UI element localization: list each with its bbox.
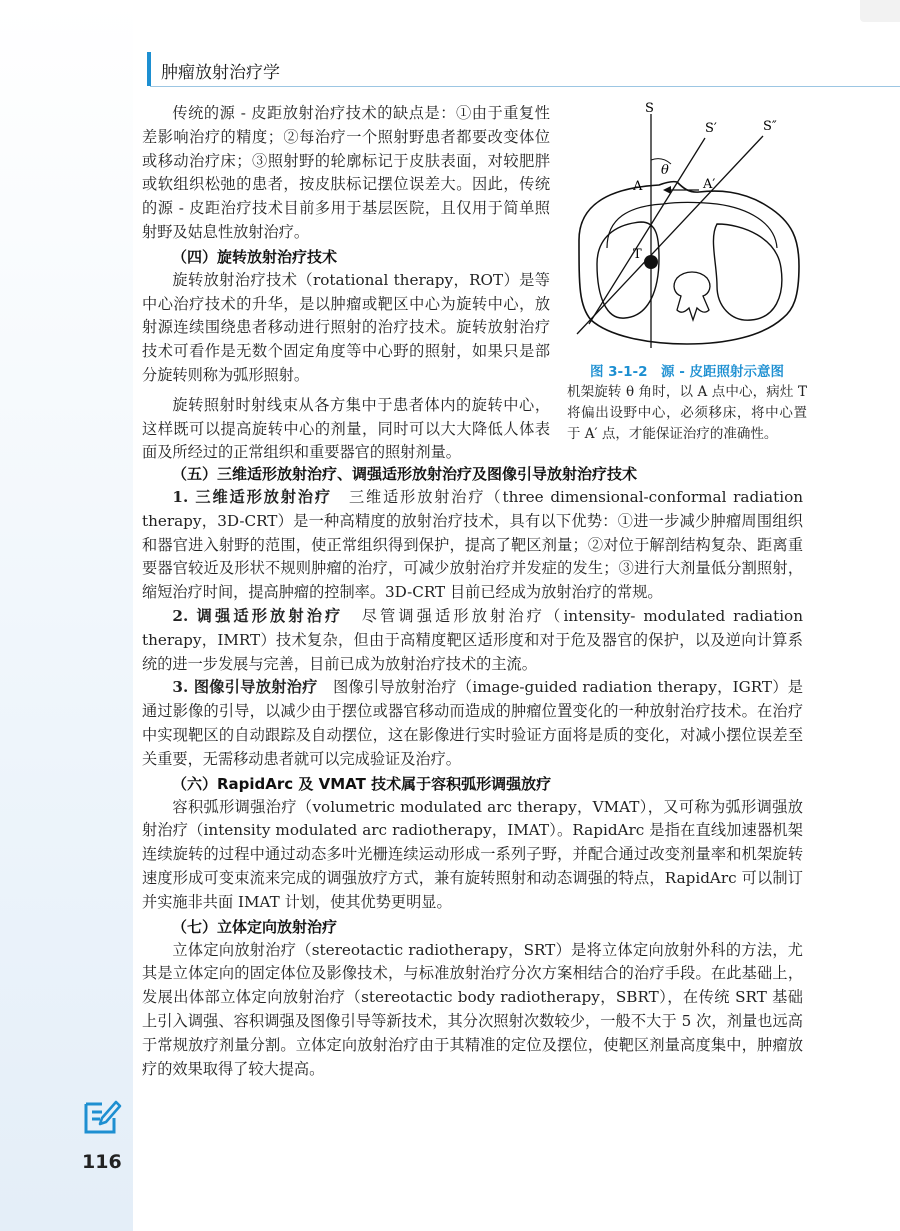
figure-note: 机架旋转 θ 角时，以 A 点中心，病灶 T 将偏出设野中心，必须移床，将中心置于 A′ 点，才能保证治疗的准确性。 [567,384,807,442]
target-point-T [644,255,658,269]
vertebra [674,272,710,320]
item-3d-crt [142,486,803,605]
header-rule [150,86,900,87]
left-text-column [142,102,550,465]
beam-line-S1 [589,138,705,324]
body-contour [579,182,799,344]
paragraph-vmat: 容积弧形调强治疗（volumetric modulated arc therapy，VMAT），又可称为弧形调强放射治疗（intensity modulated arc radiotherapy，IMAT）。RapidArc 是指在直线加速器机架连续旋转的过程中通过动态多叶光栅连续运动形成一系列子野，并配合通过改变剂量率和机架旋转速度形成可变束流来完成的调强放疗方式，兼有旋转照射和动态调强的特点，RapidArc 可以制订并实施非共面 IMAT 计划，使其优势更明显。 [142,797,803,911]
full-width-text [142,462,803,1081]
label-S1: S′ [705,121,717,136]
inner-contour [607,203,777,249]
subheading-srt: （七）立体定向放射治疗 [172,917,338,936]
label-S: S [645,101,654,116]
figure-ssd-diagram [567,98,807,445]
running-header-title: 肿瘤放射治疗学 [161,63,280,83]
label-theta: θ [661,163,669,178]
notes-pen-icon [82,1096,122,1136]
item-3d-crt-lead: 1. 三维适形放射治疗 [172,488,332,506]
header-accent-bar [147,52,151,86]
label-T: T [633,247,642,262]
page-corner-tab [860,0,900,22]
paragraph-srt: 立体定向放射治疗（stereotactic radiotherapy，SRT）是将立体定向放射外科的方法，尤其是立体定向的固定体位及影像技术，与标准放射治疗分次方案相结合的治疗手段。在此基础上，发展出体部立体定向放射治疗（stereotactic body radiotherapy，SBRT），在传统 SRT 基础上引入调强、容积调强及图像引导等新技术，其分次照射次数较少，一般不大于 5 次，剂量也远高于常规放疗剂量分割。立体定向放射治疗由于其精准的定位及摆位，使靶区剂量高度集中，肿瘤放疗的效果取得了较大提高。 [142,940,803,1078]
subheading-rotational-therapy: （四）旋转放射治疗技术 [172,247,338,266]
item-igrt-lead: 3. 图像引导放射治疗 [172,678,318,697]
item-imrt-lead: 2. 调强适形放射治疗 [172,606,344,625]
label-A1: A′ [703,177,716,192]
beam-line-S2 [577,136,763,334]
ssd-diagram [567,98,807,350]
subheading-3d-crt-imrt-igrt: （五）三维适形放射治疗、调强适形放射治疗及图像引导放射治疗技术 [172,465,638,483]
subheading-rapidarc-vmat: （六）RapidArc 及 VMAT 技术属于容积弧形调强放疗 [172,774,552,793]
item-3d-crt-text: 三维适形放射治疗（three dimensional-conformal radiation therapy，3D-CRT）是一种高精度的放射治疗技术，具有以下优势：①进一步减少肿瘤周围组织和器官进入射野的范围，使正常组织得到保护，提高了靶区剂量；②对位于解剖结构复杂、距离重要器官较近及形状不规则肿瘤的治疗，可减少放射治疗并发症的发生；③进行大剂量低分割照射，缩短治疗时间，提高肿瘤的控制率。3D-CRT 目前已经成为放射治疗的常规。 [142,488,803,602]
paragraph-rotational-therapy: 旋转放射治疗技术（rotational therapy，ROT）是等中心治疗技术的升华，是以肿瘤或靶区中心为旋转中心，放射源连续围绕患者移动进行照射的治疗技术。旋转放射治疗技术可看作是无数个固定角度等中心野的照射，如果只是部分旋转则称为弧形照射。 [142,270,550,384]
shift-arrowhead [663,186,671,194]
item-imrt-text: 尽管调强适形放射治疗（intensity- modulated radiation therapy，IMRT）技术复杂，但由于高精度靶区适形度和对于危及器官的保护，以及逆向计算系统的进一步发展与完善，目前已成为放射治疗技术的主流。 [142,606,803,673]
paragraph-rotational-center: 旋转照射时射线束从各方集中于患者体内的旋转中心，这样既可以提高旋转中心的剂量，同时可以大大降低人体表面及所经过的正常组织和重要器官的照射剂量。 [142,395,550,462]
right-lung [713,224,781,320]
item-igrt-text: 图像引导放射治疗（image-guided radiation therapy，IGRT）是通过影像的引导，以减少由于摆位或器官移动而造成的肿瘤位置变化的一种放射治疗技术。在治疗中实现靶区的自动跟踪及自动摆位，这在影像进行实时验证方面将是质的变化，对减小摆位误差至关重要，无需移动患者就可以完成验证及治疗。 [142,678,803,768]
paragraph-ssd-drawbacks: 传统的源 - 皮距放射治疗技术的缺点是：①由于重复性差影响治疗的精度；②每治疗一个照射野患者都要改变体位或移动治疗床；③照射野的轮廓标记于皮肤表面，对较肥胖或软组织松弛的患者，按皮肤标记摆位误差大。因此，传统的源 - 皮距治疗技术目前多用于基层医院，且仅用于简单照射野及姑息性放射治疗。 [142,104,550,241]
item-igrt [142,676,803,771]
label-A: A [633,179,643,194]
label-S2: S″ [763,119,777,134]
page-margin-sidebar [0,0,133,1231]
item-imrt [142,605,803,676]
page-number: 116 [82,1151,122,1173]
figure-caption: 图 3-1-2 源 - 皮距照射示意图 [589,364,785,380]
